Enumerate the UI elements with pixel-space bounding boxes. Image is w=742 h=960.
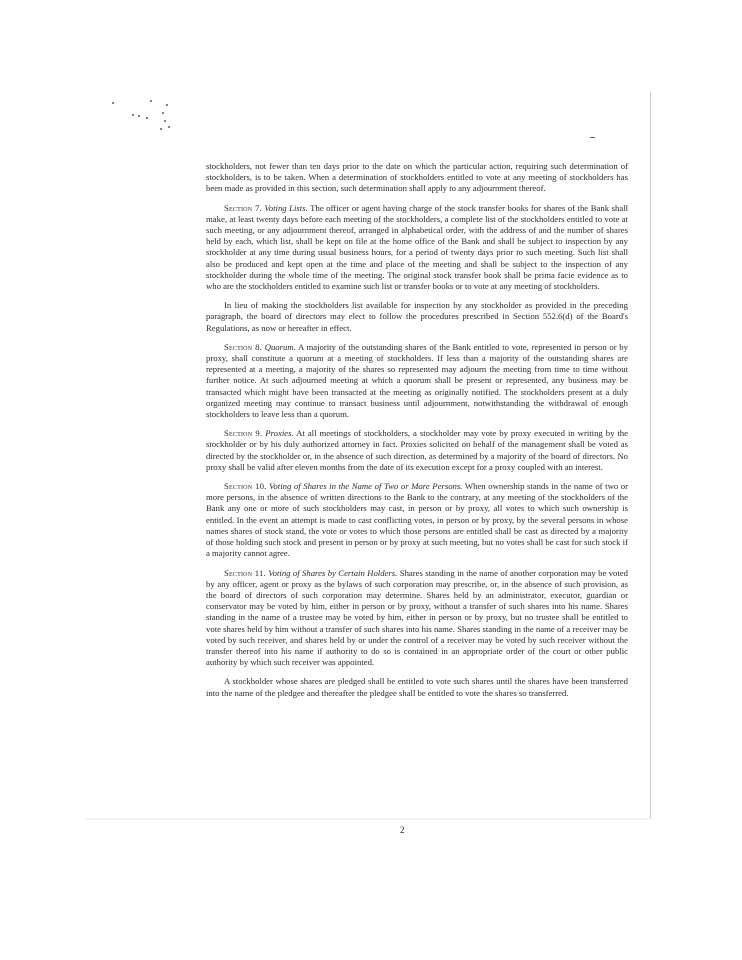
section-heading: Voting of Shares in the Name of Two or More Persons. (269, 481, 463, 492)
paragraph-text: A majority of the outstanding shares of the Bank entitled to vote, represented in person or by proxy, shall constitute a quorum at a meeting of stockholders. If less than a majority of the outstanding shares are represented at a meeting, a majority of the shares so represented may adjourn the meeting from time to time without further notice. At such adjourned meeting at which a quorum shall be present or represented, any business may be transacted which might have been transacted at the meeting as originally notified. The stockholders present at a duly organized meeting may continue to transact business until adjournment, notwithstanding the withdrawal of enough stockholders to leave less than a quorum. (206, 341, 628, 420)
section-10-joint-shares (206, 481, 628, 559)
section-7-voting-lists (206, 203, 628, 293)
paragraph-text: At all meetings of stockholders, a stockholder may vote by proxy executed in writing by the stockholder or by his duly authorized attorney in fact. Proxies solicited on behalf of the management shall be voted as directed by the stockholder or, in the absence of such direction, as determined by a majority of the board of directors. No proxy shall be valid after eleven months from the date of its execution except for a proxy coupled with an interest. (206, 428, 629, 472)
section-label: Section 11. (224, 567, 266, 578)
paragraph-continuation (206, 161, 628, 195)
paragraph-text: Shares standing in the name of another corporation may be voted by any officer, agent or proxy as the bylaws of such corporation may prescribe, or, in the absence of such provision, as the board of directors of such corporation may determine. Shares held by an administrator, executor, guardian or conservator may be voted by him, either in person or by proxy, without a transfer of such shares into his name. Shares standing in the name of a trustee may be voted by him, either in person or by proxy, but no trustee shall be entitled to vote shares held by him without a transfer of such shares into his name. Shares standing in the name of a receiver may be voted by such receiver, and shares held by or under the control of a receiver may be voted by such receiver without the transfer thereof into his name if authority to do so is contained in an appropriate order of the court or other public authority by which such receiver was appointed. (206, 567, 628, 668)
paragraph-text: When ownership stands in the name of two or more persons, in the absence of written directions to the Bank to the contrary, at any meeting of the stockholders of the Bank any one or more of such stockholders may cast, in person or by proxy, all votes to which such ownership is entitled. In the event an attempt is made to cast conflicting votes, in person or by proxy, by the several persons in whose names shares of stock stand, the vote or votes to which those persons are entitled shall be cast as directed by a majority of those holding such stock and present in person or by proxy at such meeting, but no votes shall be cast for such stock if a majority cannot agree. (206, 481, 629, 559)
section-8-quorum (206, 342, 628, 420)
paragraph-text: The officer or agent having charge of the stock transfer books for shares of the Bank shall make, at least twenty days before each meeting of the stockholders, a complete list of the stockholders entitled to vote at such meeting, or any adjournment thereof, arranged in alphabetical order, with the address of and the number of shares held by each, which list, shall be kept on file at the home office of the Bank and shall be subject to inspection by any stockholder at any time during usual business hours, for a period of twenty days prior to such meeting. Such list shall also be produced and kept open at the time and place of the meeting and shall be subject to the inspection of any stockholder during the whole time of the meeting. The original stock transfer book shall be prima facie evidence as to who are the stockholders entitled to examine such list or transfer books or to vote at any meeting of stockholders. (206, 202, 629, 292)
section-heading: Voting of Shares by Certain Holders. (268, 567, 398, 578)
section-label: Section 9. (224, 428, 263, 439)
scan-specks (110, 98, 190, 138)
page-edge-line (650, 92, 651, 820)
section-label: Section 7. (224, 202, 262, 213)
section-heading: Proxies. (265, 428, 294, 439)
document-body (206, 161, 628, 707)
paragraph-pledged-shares (206, 676, 628, 698)
section-label: Section 8. (224, 341, 263, 352)
section-11-certain-holders (206, 568, 628, 669)
section-heading: Voting Lists. (264, 202, 308, 213)
section-9-proxies (206, 428, 628, 473)
page-bottom-shade (86, 818, 652, 821)
paragraph-text: stockholders, not fewer than ten days prior to the date on which the particular action, requiring such determination of stockholders, is to be taken. When a determination of stockholders entitled to vote at any meeting of stockholders has been made as provided in this section, such determination shall apply to any adjournment thereof. (206, 161, 628, 194)
paragraph-in-lieu (206, 300, 628, 334)
section-label: Section 10. (224, 481, 267, 492)
paragraph-text: In lieu of making the stockholders list available for inspection by any stockholder as provided in the preceding paragraph, the board of directors may elect to follow the procedures prescribed in Section 552.6(d) of the Board's Regulations, as now or hereafter in effect. (206, 300, 628, 333)
page-number: 2 (400, 825, 405, 835)
scan-mark (590, 137, 595, 138)
section-heading: Quorum. (264, 341, 296, 352)
paragraph-text: A stockholder whose shares are pledged shall be entitled to vote such shares until the shares have been transferred into the name of the pledgee and thereafter the pledgee shall be entitled to vote the shares so transferred. (206, 676, 628, 698)
